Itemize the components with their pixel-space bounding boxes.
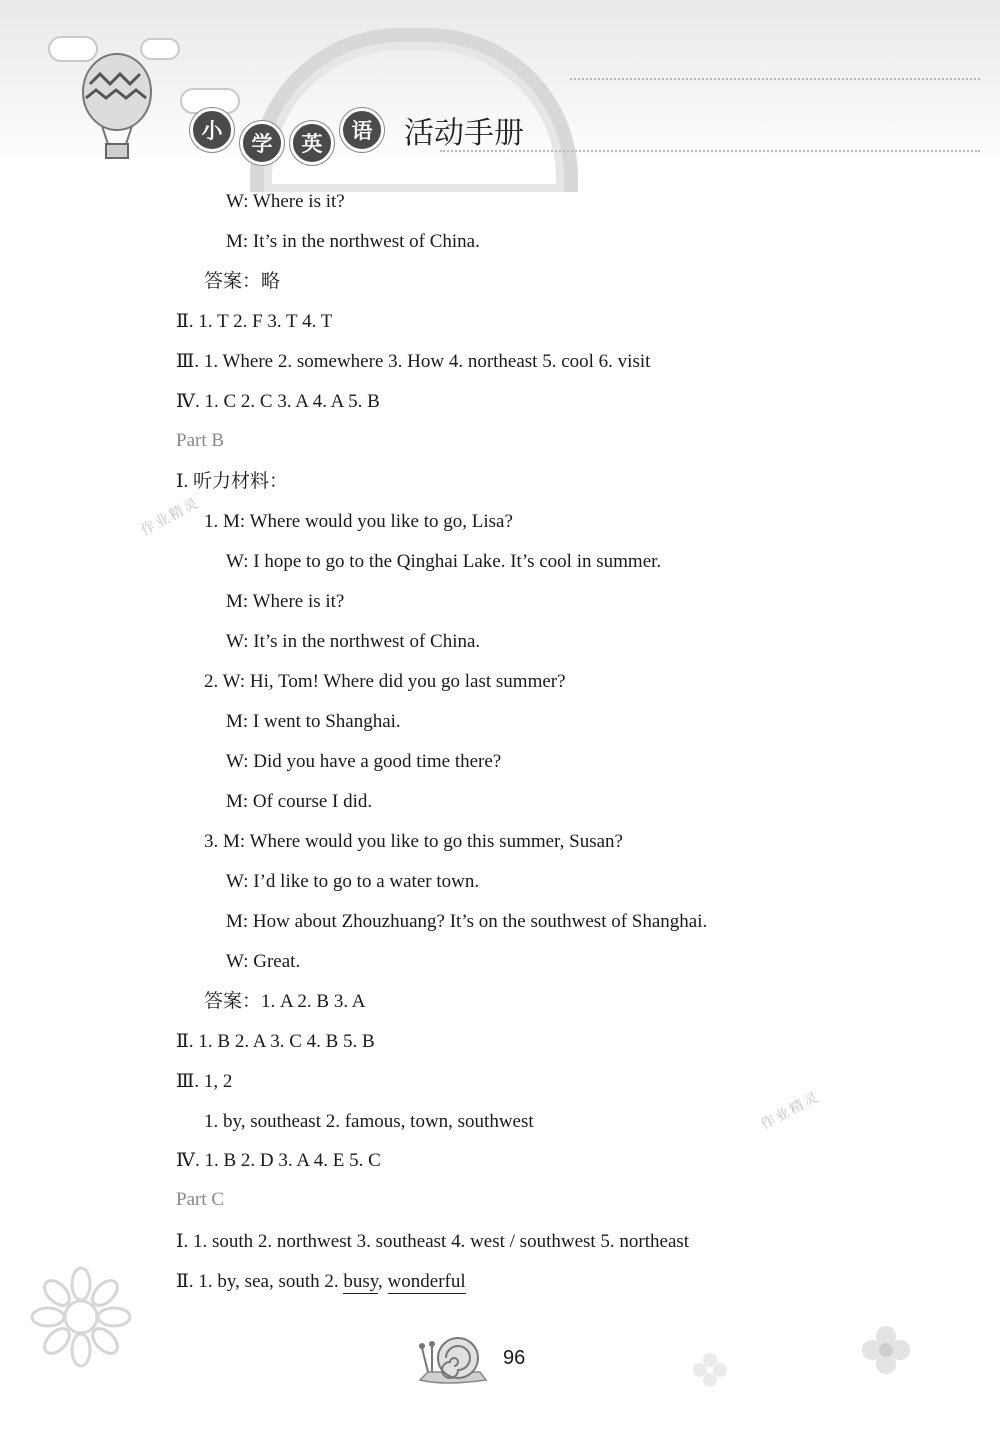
watermark: 作业精灵	[758, 1088, 823, 1133]
answer-text: Ⅱ. 1. by, sea, south 2.	[176, 1271, 344, 1292]
answer-line: W: Great.	[226, 951, 301, 972]
flower-decoration	[856, 1320, 916, 1380]
title-char: 学	[240, 121, 284, 165]
answer-line: W: It’s in the northwest of China.	[226, 631, 481, 652]
sunflower-decoration	[26, 1262, 136, 1372]
answer-line: W: Where is it?	[226, 191, 345, 212]
answer-line: W: I hope to go to the Qinghai Lake. It’s cool in summer.	[226, 551, 662, 572]
answer-separator: ,	[378, 1271, 388, 1292]
answer-line: Ⅰ. 1. south 2. northwest 3. southeast 4. west / southwest 5. northeast	[176, 1231, 690, 1252]
answer-line: Ⅱ. 1. B 2. A 3. C 4. B 5. B	[176, 1031, 375, 1052]
watermark: 作业精灵	[138, 494, 203, 539]
answer-line: Ⅲ. 1. Where 2. somewhere 3. How 4. northeast 5. cool 6. visit	[176, 351, 651, 372]
answer-line: Ⅰ. 听力材料：	[176, 471, 289, 492]
hot-air-balloon-icon	[72, 52, 162, 162]
title-char: 英	[290, 121, 334, 165]
answer-line: 2. W: Hi, Tom! Where did you go last summer?	[204, 671, 566, 692]
answer-line: W: I’d like to go to a water town.	[226, 871, 480, 892]
answer-line: M: Of course I did.	[226, 791, 373, 812]
answer-line: W: Did you have a good time there?	[226, 751, 502, 772]
answer-line: Ⅳ. 1. B 2. D 3. A 4. E 5. C	[176, 1150, 381, 1171]
answer-line	[176, 1270, 466, 1294]
answer-line: Ⅳ. 1. C 2. C 3. A 4. A 5. B	[176, 391, 380, 412]
title-char: 小	[190, 108, 234, 152]
answer-line: 答案：1. A 2. B 3. A	[204, 991, 366, 1012]
section-heading: Part B	[176, 430, 225, 451]
answer-line: M: I went to Shanghai.	[226, 711, 401, 732]
answer-line: 答案：略	[204, 271, 281, 292]
header-dotted-line	[570, 78, 980, 80]
answer-line: M: Where is it?	[226, 591, 345, 612]
answer-line: Ⅲ. 1, 2	[176, 1071, 233, 1092]
snail-icon	[414, 1328, 494, 1388]
underlined-answer: busy	[343, 1271, 379, 1292]
answer-line: M: It’s in the northwest of China.	[226, 231, 480, 252]
answer-line: 1. by, southeast 2. famous, town, southwest	[204, 1111, 534, 1132]
book-title	[190, 100, 524, 160]
answer-line: Ⅱ. 1. T 2. F 3. T 4. T	[176, 311, 333, 332]
answer-line: M: How about Zhouzhuang? It’s on the southwest of Shanghai.	[226, 911, 708, 932]
flower-decoration	[690, 1350, 730, 1390]
underlined-answer: wonderful	[387, 1271, 466, 1292]
title-char: 语	[340, 108, 384, 152]
section-heading: Part C	[176, 1189, 225, 1210]
page-number: 96	[503, 1347, 526, 1369]
title-text: 活动手册	[404, 116, 524, 151]
answer-line: 3. M: Where would you like to go this summer, Susan?	[204, 831, 623, 852]
answer-line: 1. M: Where would you like to go, Lisa?	[204, 511, 513, 532]
